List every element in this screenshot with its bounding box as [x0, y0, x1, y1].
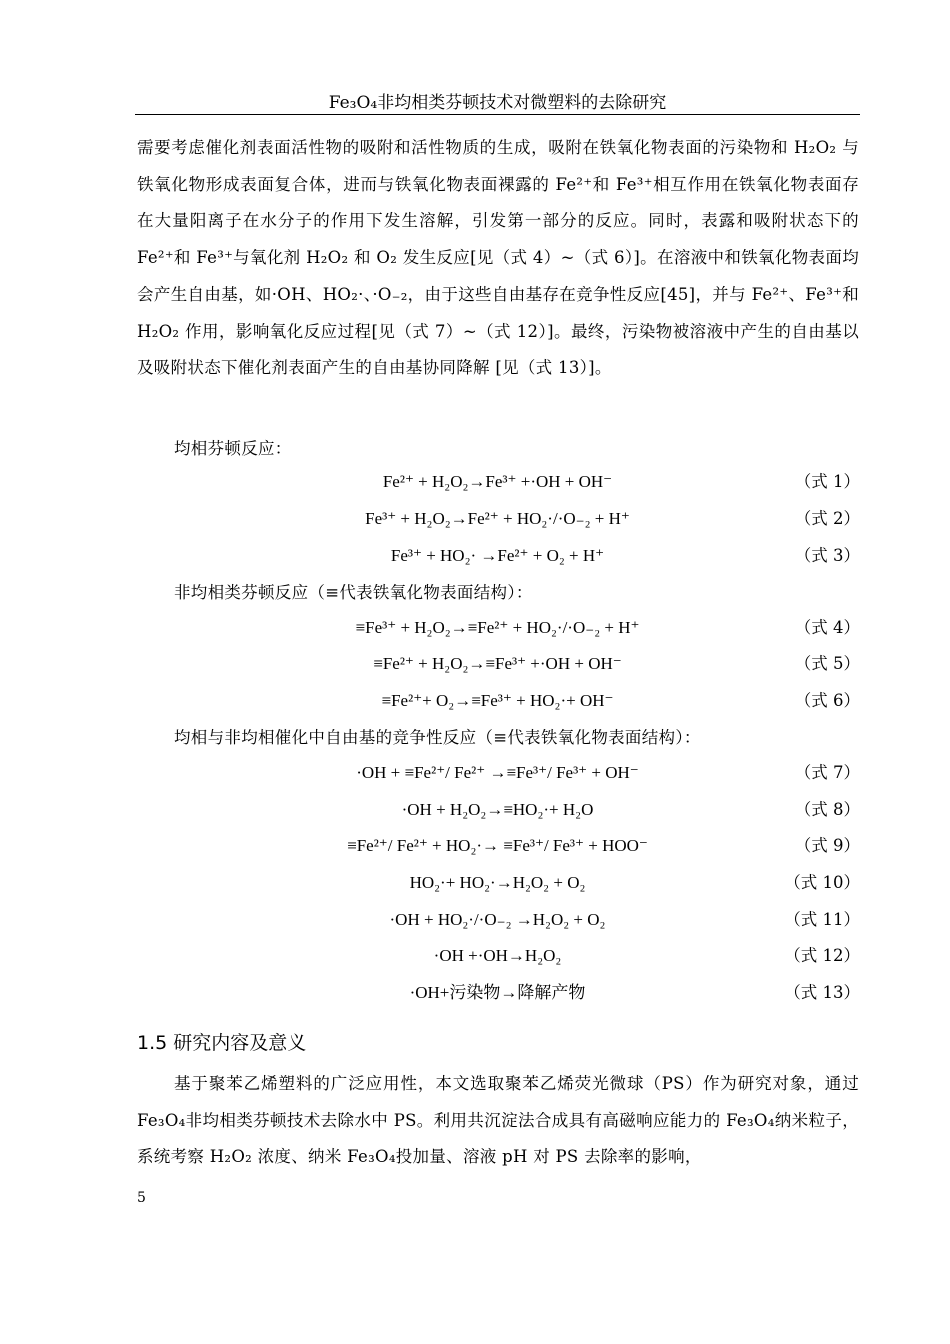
equation-9-label: （式 9） — [794, 836, 860, 855]
equation-13: ·OH+污染物→降解产物 — [409, 983, 586, 1002]
equation-11-label: （式 11） — [784, 910, 860, 929]
running-header: Fe₃O₄非均相类芬顿技术对微塑料的去除研究 — [328, 93, 667, 113]
section-title: 1.5 研究内容及意义 — [137, 1032, 307, 1054]
equation-6: ≡Fe²⁺+ O₂→≡Fe³⁺ + HO₂·+ OH⁻ — [381, 691, 614, 710]
equation-7-label: （式 7） — [794, 763, 860, 782]
equation-11: ·OH + HO₂·/·O₋₂ →H₂O₂ + O₂ — [389, 910, 606, 929]
equation-4: ≡Fe³⁺ + H₂O₂→≡Fe²⁺ + HO₂·/·O₋₂ + H⁺ — [355, 618, 640, 637]
equation-7: ·OH + ≡Fe²⁺/ Fe²⁺ →≡Fe³⁺/ Fe³⁺ + OH⁻ — [356, 763, 639, 782]
equation-10-label: （式 10） — [784, 873, 860, 892]
body-paragraph: 需要考虑催化剂表面活性物的吸附和活性物质的生成，吸附在铁氧化物表面的污染物和 H₂O₂ 与铁氧化物形成表面复合体，进而与铁氧化物表面裸露的 Fe²⁺和 Fe³⁺相互作用在铁氧化物表面存在大量阳离子在水分子的作用下发生溶解，引发第一部分的反应。同时，表露和吸附状态下的 Fe²⁺和 Fe³⁺与氧化剂 H₂O₂ 和 O₂ 发生反应[见（式 4）~（式 6）]。在溶液中和铁氧化物表面均会产生自由基，如·OH、HO₂·、·O₋₂，由于这些自由基存在竞争性反应[45]，并与 Fe²⁺、Fe³⁺和 H₂O₂ 作用，影响氧化反应过程[见（式 7）~（式 12）]。最终，污染物被溶液中产生的自由基以及吸附状态下催化剂表面产生的自由基协同降解 [见（式 13）]。 — [137, 138, 859, 378]
equation-3: Fe³⁺ + HO₂· →Fe²⁺ + O₂ + H⁺ — [390, 546, 605, 565]
equation-12-label: （式 12） — [784, 946, 860, 965]
header-rule — [135, 114, 860, 115]
equation-13-label: （式 13） — [784, 983, 860, 1002]
equation-1-label: （式 1） — [794, 472, 860, 491]
equation-4-label: （式 4） — [794, 618, 860, 637]
homogeneous-intro: 均相芬顿反应： — [174, 439, 292, 458]
equation-6-label: （式 6） — [794, 691, 860, 710]
equation-5: ≡Fe²⁺ + H₂O₂→≡Fe³⁺ +·OH + OH⁻ — [373, 654, 622, 673]
section-paragraph: 基于聚苯乙烯塑料的广泛应用性，本文选取聚苯乙烯荧光微球（PS）作为研究对象，通过 Fe₃O₄非均相类芬顿技术去除水中 PS。利用共沉淀法合成具有高磁响应能力的 Fe₃O₄纳米粒子，系统考察 H₂O₂ 浓度、纳米 Fe₃O₄投加量、溶液 pH 对 PS 去除率的影响， — [137, 1074, 859, 1167]
equation-8: ·OH + H₂O₂→≡HO₂·+ H₂O — [401, 800, 594, 819]
equation-10: HO₂·+ HO₂·→H₂O₂ + O₂ — [409, 873, 586, 892]
equation-12: ·OH +·OH→H₂O₂ — [433, 946, 562, 965]
equation-1: Fe²⁺ + H₂O₂→Fe³⁺ +·OH + OH⁻ — [382, 472, 613, 491]
competitive-intro: 均相与非均相催化中自由基的竞争性反应（≡代表铁氧化物表面结构）： — [174, 728, 701, 747]
equation-3-label: （式 3） — [794, 546, 860, 565]
page-number: 5 — [137, 1190, 146, 1206]
equation-5-label: （式 5） — [794, 654, 860, 673]
equation-2-label: （式 2） — [794, 509, 860, 528]
equation-9: ≡Fe²⁺/ Fe²⁺ + HO₂·→ ≡Fe³⁺/ Fe³⁺ + HOO⁻ — [347, 836, 648, 855]
equation-2: Fe³⁺ + H₂O₂→Fe²⁺ + HO₂·/·O₋₂ + H⁺ — [365, 509, 630, 528]
equation-8-label: （式 8） — [794, 800, 860, 819]
heterogeneous-intro: 非均相类芬顿反应（≡代表铁氧化物表面结构）： — [174, 583, 533, 602]
